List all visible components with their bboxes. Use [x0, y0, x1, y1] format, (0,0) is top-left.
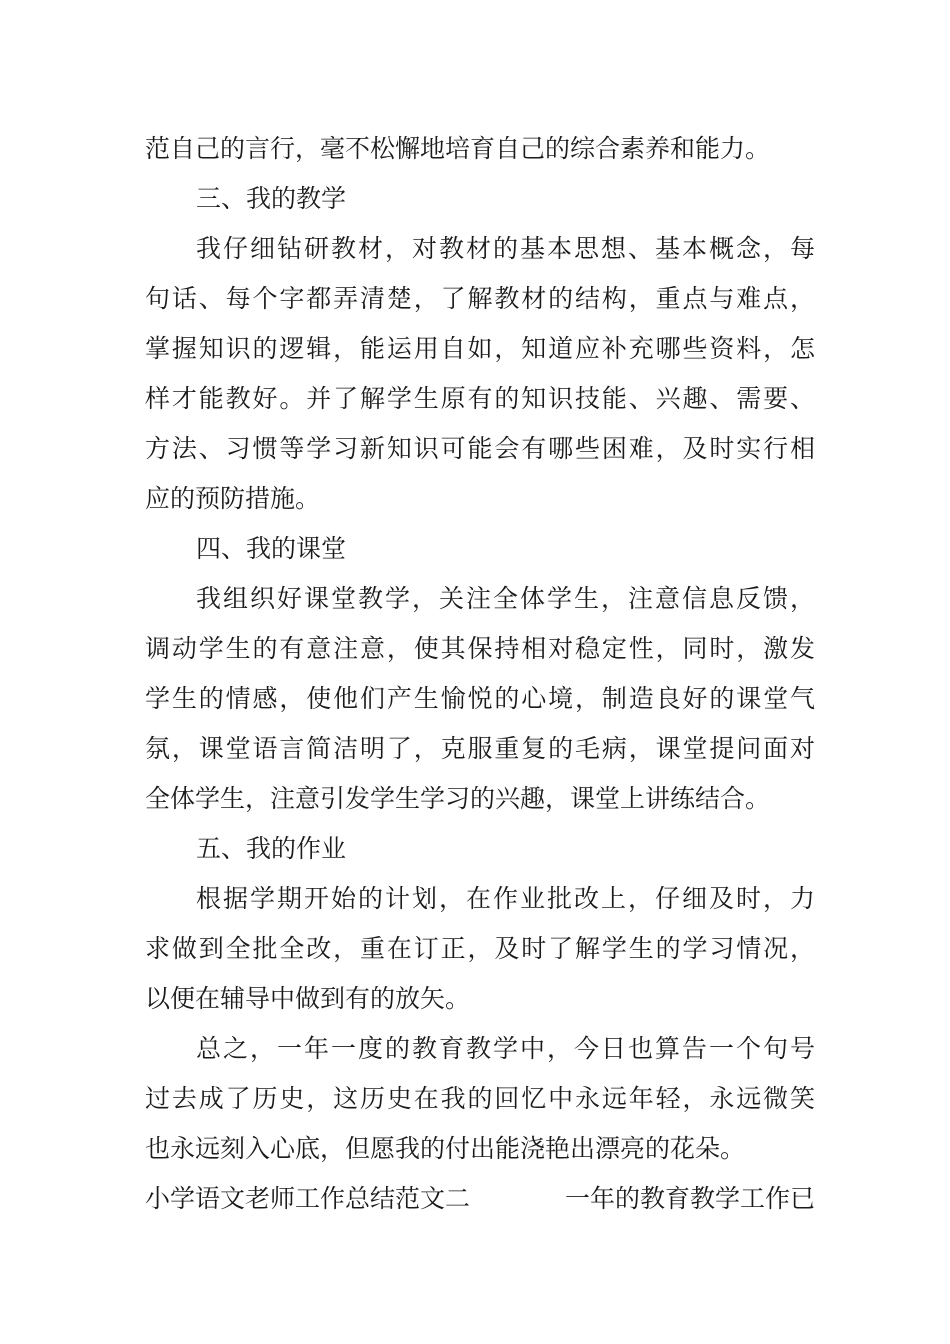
paragraph-line: 范自己的言行，毫不松懈地培育自己的综合素养和能力。 [145, 134, 771, 163]
paragraph-line: 求做到全批全改，重在订正，及时了解学生的学习情况， [145, 934, 815, 963]
paragraph-line: 以便在辅导中做到有的放矢。 [145, 984, 471, 1013]
paragraph-line: 应的预防措施。 [145, 484, 321, 513]
paragraph-line: 我组织好课堂教学，关注全体学生，注意信息反馈， [196, 584, 815, 613]
section-heading-teaching: 三、我的教学 [196, 184, 347, 213]
paragraph-line: 全体学生，注意引发学生学习的兴趣，课堂上讲练结合。 [145, 784, 771, 813]
paragraph-line: 根据学期开始的计划，在作业批改上，仔细及时，力 [196, 884, 815, 913]
next-article-opening: 一年的教育教学工作已 [564, 1184, 815, 1213]
paragraph-line: 总之，一年一度的教育教学中，今日也算告一个句号 [196, 1034, 815, 1063]
paragraph-line: 方法、习惯等学习新知识可能会有哪些困难，及时实行相 [145, 434, 815, 463]
paragraph-line: 氛，课堂语言简洁明了，克服重复的毛病，课堂提问面对 [145, 734, 815, 763]
paragraph-line: 我仔细钻研教材，对教材的基本思想、基本概念，每 [196, 234, 815, 263]
section-heading-classroom: 四、我的课堂 [196, 534, 347, 563]
paragraph-line: 句话、每个字都弄清楚，了解教材的结构，重点与难点， [145, 284, 815, 313]
next-article-title: 小学语文老师工作总结范文二 [145, 1184, 471, 1213]
section-heading-homework: 五、我的作业 [196, 834, 347, 863]
paragraph-line: 过去成了历史，这历史在我的回忆中永远年轻，永远微笑 [145, 1084, 815, 1113]
next-article-line [145, 1174, 815, 1224]
paragraph-line: 样才能教好。并了解学生原有的知识技能、兴趣、需要、 [145, 384, 815, 413]
paragraph-line: 掌握知识的逻辑，能运用自如，知道应补充哪些资料，怎 [145, 334, 815, 363]
paragraph-line: 也永远刻入心底，但愿我的付出能浇艳出漂亮的花朵。 [145, 1134, 746, 1163]
paragraph-line: 调动学生的有意注意，使其保持相对稳定性，同时，激发 [145, 634, 815, 663]
paragraph-line: 学生的情感，使他们产生愉悦的心境，制造良好的课堂气 [145, 684, 815, 713]
